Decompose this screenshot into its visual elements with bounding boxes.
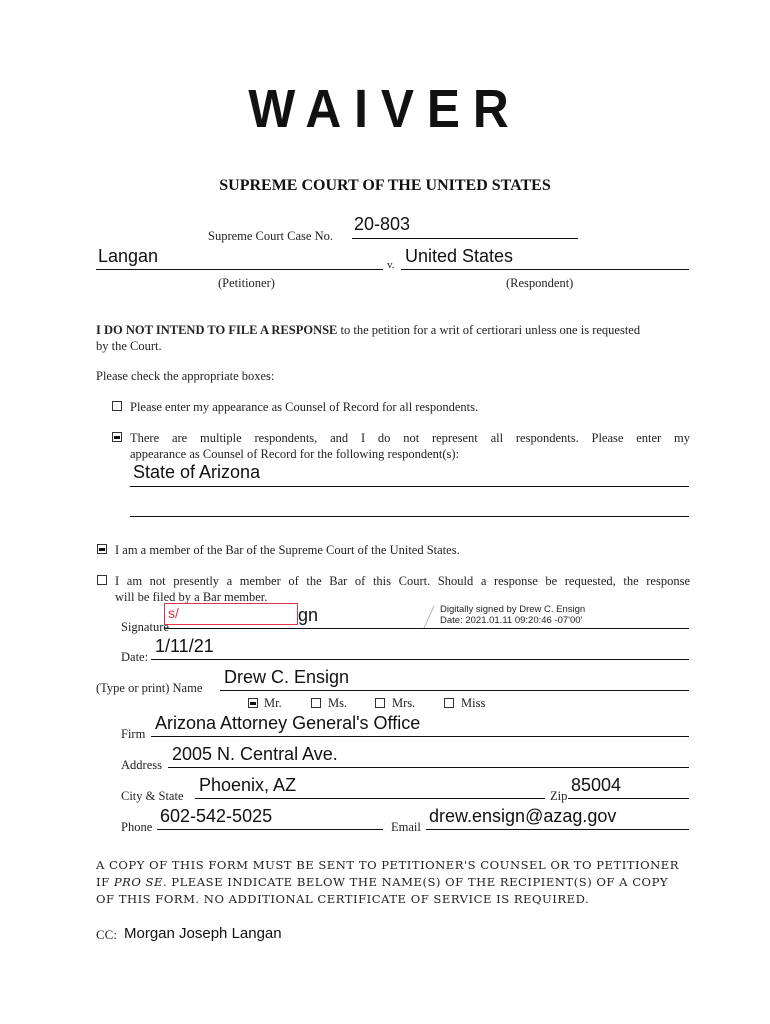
name-field[interactable]: Drew C. Ensign <box>224 667 350 687</box>
petitioner-line <box>96 269 383 270</box>
email-field[interactable]: drew.ensign@azag.gov <box>429 806 617 826</box>
title-ms-checkbox[interactable] <box>311 698 321 708</box>
not-member-line1: I am not presently a member of the Bar of this Court. Should a response be requested, the response <box>115 574 690 588</box>
form-title: WAIVER <box>248 79 522 139</box>
city-state-line <box>195 798 545 799</box>
title-mrs-label: Mrs. <box>392 696 416 710</box>
statement-line2: by the Court. <box>96 339 162 353</box>
address-line <box>168 767 689 768</box>
title-mrs-checkbox[interactable] <box>375 698 385 708</box>
cc-label: CC: <box>96 927 117 942</box>
title-mr-label: Mr. <box>264 696 282 710</box>
firm-label: Firm <box>121 727 146 741</box>
not-member-line2: will be filed by a Bar member. <box>115 590 268 604</box>
respondent-name-field[interactable]: State of Arizona <box>133 462 261 482</box>
title-miss-label: Miss <box>461 696 486 710</box>
date-line <box>151 659 689 660</box>
city-state-label: City & State <box>121 789 184 803</box>
city-state-field[interactable]: Phoenix, AZ <box>199 775 297 795</box>
zip-field[interactable]: 85004 <box>571 775 622 795</box>
petitioner-field[interactable]: Langan <box>98 246 159 266</box>
signature-line <box>164 628 689 629</box>
case-number-field[interactable]: 20-803 <box>354 214 411 234</box>
respondent-name-line-1 <box>130 486 689 487</box>
signature-field[interactable] <box>164 603 298 625</box>
statement-bold: I DO NOT INTEND TO FILE A RESPONSE <box>96 323 338 337</box>
signature-text: s/ <box>168 605 179 621</box>
digital-signature-line2: Date: 2021.01.11 09:20:46 -07'00' <box>440 615 583 626</box>
multiple-respondents-checkbox[interactable] <box>112 432 122 442</box>
signature-trailing-text: gn <box>298 605 319 625</box>
not-member-label <box>115 573 690 605</box>
notice-line3: OF THIS FORM. NO ADDITIONAL CERTIFICATE OF SERVICE IS REQUIRED. <box>96 892 590 906</box>
firm-field[interactable]: Arizona Attorney General's Office <box>155 713 421 733</box>
notice-line1: A COPY OF THIS FORM MUST BE SENT TO PETITIONER'S COUNSEL OR TO PETITIONER <box>96 858 679 872</box>
respondent-name-line-2[interactable] <box>130 516 689 517</box>
service-notice <box>96 857 690 908</box>
not-member-checkbox[interactable] <box>97 575 107 585</box>
case-number-line <box>352 238 578 239</box>
zip-line <box>568 798 689 799</box>
firm-line <box>151 736 689 737</box>
multiple-respondents-label <box>130 430 690 462</box>
versus-label: v. <box>387 259 395 271</box>
zip-label: Zip <box>550 789 568 803</box>
signature-pen-mark-icon <box>422 604 436 630</box>
title-miss-checkbox[interactable] <box>444 698 454 708</box>
no-response-statement <box>96 322 696 354</box>
address-label: Address <box>121 758 162 772</box>
digital-signature-line1: Digitally signed by Drew C. Ensign <box>440 604 586 615</box>
address-field[interactable]: 2005 N. Central Ave. <box>172 744 338 764</box>
title-mr-checkbox[interactable] <box>248 698 258 708</box>
respondent-label: (Respondent) <box>506 276 574 290</box>
name-label: (Type or print) Name <box>96 681 203 695</box>
all-respondents-checkbox[interactable] <box>112 401 122 411</box>
phone-line <box>157 829 383 830</box>
phone-field[interactable]: 602-542-5025 <box>160 806 273 826</box>
title-ms-label: Ms. <box>328 696 348 710</box>
date-label: Date: <box>121 650 149 664</box>
multiple-line1: There are multiple respondents, and I do not represent all respondents. Please enter my <box>130 431 690 445</box>
email-line <box>426 829 689 830</box>
phone-label: Phone <box>121 820 153 834</box>
all-respondents-label: Please enter my appearance as Counsel of Record for all respondents. <box>130 400 479 414</box>
check-instruction: Please check the appropriate boxes: <box>96 369 275 383</box>
name-line <box>220 690 689 691</box>
date-field[interactable]: 1/11/21 <box>155 636 214 656</box>
bar-member-label: I am a member of the Bar of the Supreme Court of the United States. <box>115 543 460 557</box>
multiple-line2: appearance as Counsel of Record for the following respondent(s): <box>130 447 460 461</box>
email-label: Email <box>391 820 421 834</box>
respondent-line <box>401 269 689 270</box>
petitioner-label: (Petitioner) <box>218 276 275 290</box>
bar-member-checkbox[interactable] <box>97 544 107 554</box>
statement-rest: to the petition for a writ of certiorari unless one is requested <box>340 323 641 337</box>
digital-signature-info <box>440 604 585 626</box>
case-number-label: Supreme Court Case No. <box>208 229 333 243</box>
court-name: SUPREME COURT OF THE UNITED STATES <box>219 177 551 194</box>
signature-label: Signature <box>121 620 169 634</box>
cc-recipient[interactable]: Morgan Joseph Langan <box>124 925 282 942</box>
respondent-field[interactable]: United States <box>405 246 514 266</box>
notice-line2: IF PRO SE. PLEASE INDICATE BELOW THE NAME(S) OF THE RECIPIENT(S) OF A COPY <box>96 875 669 889</box>
